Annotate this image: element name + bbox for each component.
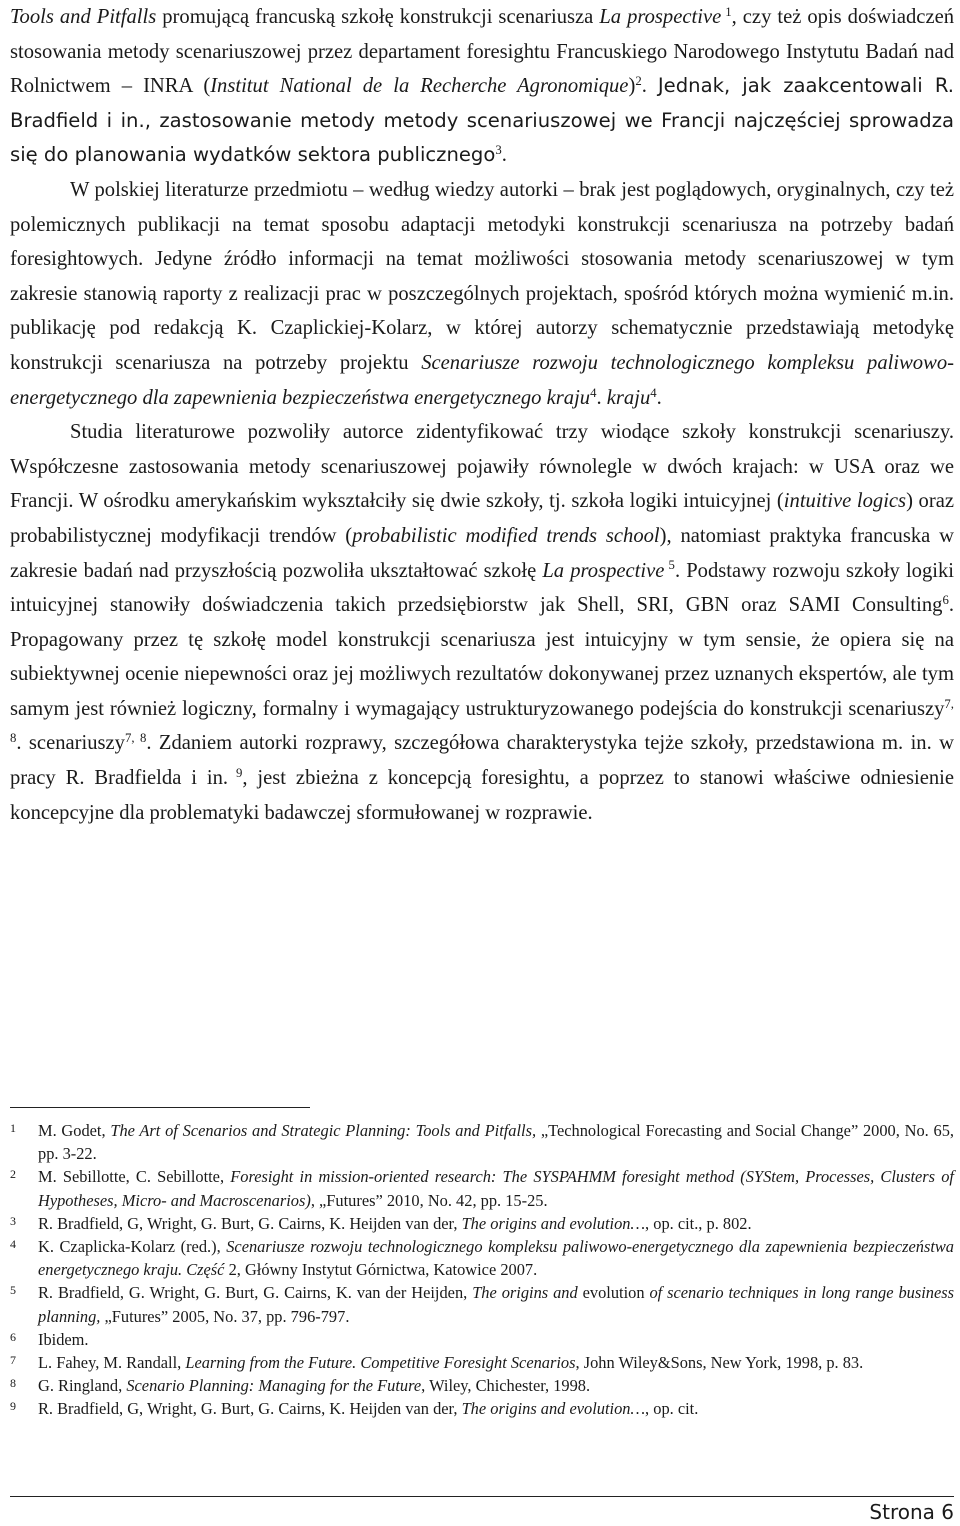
footnote-text [38, 1351, 954, 1374]
footnote-number: 5 [10, 1283, 16, 1298]
footnote-reference: 7, 8 [124, 731, 147, 746]
italic-text: Scenariusze rozwoju technologicznego kompleksu paliwowo-energetycznego dla zapewnienia bezpieczeństwa energetycznego kraju. Część [38, 1237, 954, 1280]
text-run: evolution [577, 1283, 650, 1303]
text-run: W polskiej literaturze przedmiotu – według wiedzy autorki – brak jest poglądowych, oryginalnych, czy też polemicznych publikacji na temat sposobu adaptacji metodyki konstrukcji scenariusza na potrzeby badań foresightowych. Jedyne źródło informacji na temat możliwości stosowania metody scenariuszowej w tym zakresie stanowią raporty z realizacji prac w poszczególnych projektach, spośród których można wymienić m.in. publikację pod redakcją K. Czaplickiej-Kolarz, w której autorzy schematycznie przedstawiają metodykę konstrukcji scenariusza na potrzeby projektu [10, 178, 954, 374]
text-run: K. Czaplicka-Kolarz (red.), [38, 1237, 227, 1257]
footnote-number: 4 [10, 1237, 16, 1252]
text-run: G. Ringland, [38, 1376, 127, 1396]
footnote [10, 1235, 954, 1281]
footnote-text [38, 1281, 954, 1327]
footnote-reference: 4 [590, 385, 597, 400]
footnote [10, 1328, 954, 1351]
italic-text: La prospective [599, 6, 722, 28]
text-run: R. Bradfield, G, Wright, G. Burt, G. Cairns, K. Heijden van der, [38, 1399, 462, 1419]
italic-text: Scenariusze rozwoju technologicznego kompleksu paliwowo-energetycznego dla zapewnienia bezpieczeństwa energetycznego kraju [10, 351, 954, 409]
document-page [10, 0, 954, 830]
italic-text: intuitive logics [783, 490, 907, 513]
text-run: . [641, 75, 658, 98]
footnote-text [38, 1328, 954, 1351]
footnote-number: 2 [10, 1167, 16, 1182]
text-run: , jest zbieżna z koncepcją foresightu, a poprzez to stanowi właściwe odniesienie koncepcyjne dla problematyki badawczej sformułowanej w rozprawie. [10, 767, 955, 824]
text-run: , op. cit., p. 802. [645, 1213, 752, 1233]
italic-text: Tools and Pitfalls [10, 6, 157, 28]
footnote [10, 1374, 954, 1397]
text-run: , zastosowanie metody metody scenariuszowej we Francji najczęściej sprowadza się do planowania wydatków sektora publicznego [10, 108, 954, 167]
text-run: M. Godet, [38, 1121, 111, 1140]
footnote [10, 1397, 954, 1420]
text-run: Studia literaturowe pozwoliły autorce zidentyfikować trzy wiodące szkoły konstrukcji scenariuszy. Współczesne zastosowania metody scenariuszowej pojawiły równolegle w dwóch krajach: w USA oraz we Francji. W ośrodku amerykańskim wykształciły się dwie szkoły, tj. szkoła logiki intuicyjnej ( [10, 421, 954, 513]
footnote [10, 1212, 954, 1235]
text-run: ) oraz probabilistycznej modyfikacji trendów ( [10, 490, 954, 547]
text-run: , czy też opis doświadczeń stosowania metody scenariuszowej przez departament foresightu Francuskiego Narodowego Instytutu Badań nad Rolnictwem – INRA ( [10, 6, 955, 98]
paragraph-3 [10, 415, 954, 830]
footnote-number: 9 [10, 1399, 16, 1414]
footnote-reference: 5 [664, 558, 675, 573]
text-run: . Zdaniem autorki rozprawy, szczegółowa charakterystyka tejże szkoły, przedstawiona m. in. w pracy R. Bradfielda i in. [10, 732, 954, 790]
text-run: , op. cit. [645, 1399, 699, 1419]
text-run: . Podstawy rozwoju szkoły logiki intuicyjnej stanowiły doświadczenia takich przedsiębiorstw jak Shell, SRI, GBN oraz SAMI Consulting [10, 559, 955, 617]
text-run: „Technological Forecasting and Social Change” 2000, No. 65, pp. 3-22. [38, 1121, 954, 1164]
footnote-text [38, 1397, 954, 1420]
footnote-reference: 7, 8 [10, 696, 954, 746]
text-run: ) [628, 75, 636, 98]
text-run: „Futures” 2005, No. 37, pp. 796-797. [100, 1306, 350, 1326]
footnote-reference: 1 [721, 4, 732, 19]
italic-text: of scenario techniques in long range business planning, [38, 1283, 954, 1326]
footnote-number: 3 [10, 1213, 16, 1228]
italic-text: probabilistic modified trends school [352, 524, 660, 547]
footnote-text [38, 1212, 954, 1235]
italic-text: The origins and evolution… [461, 1399, 646, 1419]
text-run: . scenariuszy [16, 732, 125, 755]
body-text [10, 0, 954, 830]
footer-rule [10, 1496, 954, 1497]
text-run: . [656, 386, 662, 409]
italic-text: The origins and evolution… [461, 1213, 646, 1233]
italic-text: La prospective [542, 559, 665, 582]
text-run: . Propagowany przez tę szkołę model konstrukcji scenariusza jest intuicyjny w tym sensie, że opiera się na subiektywnej ocenie niepewności oraz jej możliwych rezultatów dokonywanej przez uznanych ekspertów, ale tym samym jest również logiczny, formalny i wymagający ustrukturyzowanego podejścia do konstrukcji scenariuszy [10, 594, 954, 720]
footnotes [10, 1119, 954, 1421]
footnote [10, 1165, 954, 1211]
footnote-number: 8 [10, 1376, 16, 1391]
text-run: R. Bradfield, G, Wright, G. Burt, G. Cairns, K. Heijden van der, [38, 1213, 462, 1233]
page-number: Strona 6 [869, 1500, 954, 1524]
italic-text: kraju [606, 386, 651, 409]
italic-text: The Art of Scenarios and Strategic Planning: Tools and Pitfalls, [110, 1121, 537, 1140]
footnote-number: 1 [10, 1121, 16, 1135]
text-run: , John Wiley&Sons, New York, 1998, p. 83. [575, 1353, 864, 1373]
footnote-reference: 4 [650, 385, 657, 400]
text-run: . [596, 386, 607, 409]
footnote-reference: 2 [635, 74, 642, 89]
text-run: Jednak, jak zaakcentowali R. Bradfield i in. [10, 74, 954, 132]
text-run: , „Futures” 2010, No. 42, pp. 15-25. [310, 1190, 548, 1210]
footnote-reference: 6 [942, 593, 949, 608]
text-run: L. Fahey, M. Randall, [38, 1353, 186, 1373]
italic-text: Institut National de la Recherche Agronomique [210, 75, 629, 98]
italic-text: Foresight in mission-oriented research: The SYSPAHMM foresight method (SYStem, Processes, Clusters of Hypotheses, Micro- and Macroscenarios) [38, 1167, 954, 1210]
footnote [10, 1351, 954, 1374]
text-run: Ibidem. [38, 1329, 89, 1349]
footnote [10, 1281, 954, 1327]
italic-text: Scenario Planning: Managing for the Future [126, 1376, 422, 1396]
text-run: R. Bradfield, G. Wright, G. Burt, G. Cairns, K. van der Heijden, [38, 1283, 473, 1303]
text-run: promującą francuską szkołę konstrukcji scenariusza [156, 6, 600, 28]
footnote [10, 1119, 954, 1165]
text-run: M. Sebillotte, C. Sebillotte, [38, 1167, 231, 1187]
footnote-separator [10, 1107, 310, 1108]
text-run: , Wiley, Chichester, 1998. [421, 1376, 591, 1396]
footnote-number: 6 [10, 1329, 16, 1344]
text-run: 2, Główny Instytut Górnictwa, Katowice 2007. [224, 1260, 538, 1280]
footnote-text [38, 1165, 954, 1211]
footnote-reference: 3 [495, 143, 502, 158]
italic-text: Learning from the Future. Competitive Foresight Scenarios [185, 1353, 576, 1373]
footnote-text [38, 1374, 954, 1397]
text-run: ), natomiast praktyka francuska w zakresie badań nad przyszłością pozwoliła ukształtować szkołę [10, 524, 955, 582]
footnote-number: 7 [10, 1353, 16, 1368]
footnote-text [38, 1235, 954, 1281]
paragraph-2 [10, 173, 954, 415]
text-run: . [501, 144, 507, 167]
footnote-text [38, 1119, 954, 1165]
italic-text: The origins and [472, 1283, 578, 1303]
footnote-reference: 9 [228, 766, 243, 781]
paragraph-1 [10, 0, 954, 173]
